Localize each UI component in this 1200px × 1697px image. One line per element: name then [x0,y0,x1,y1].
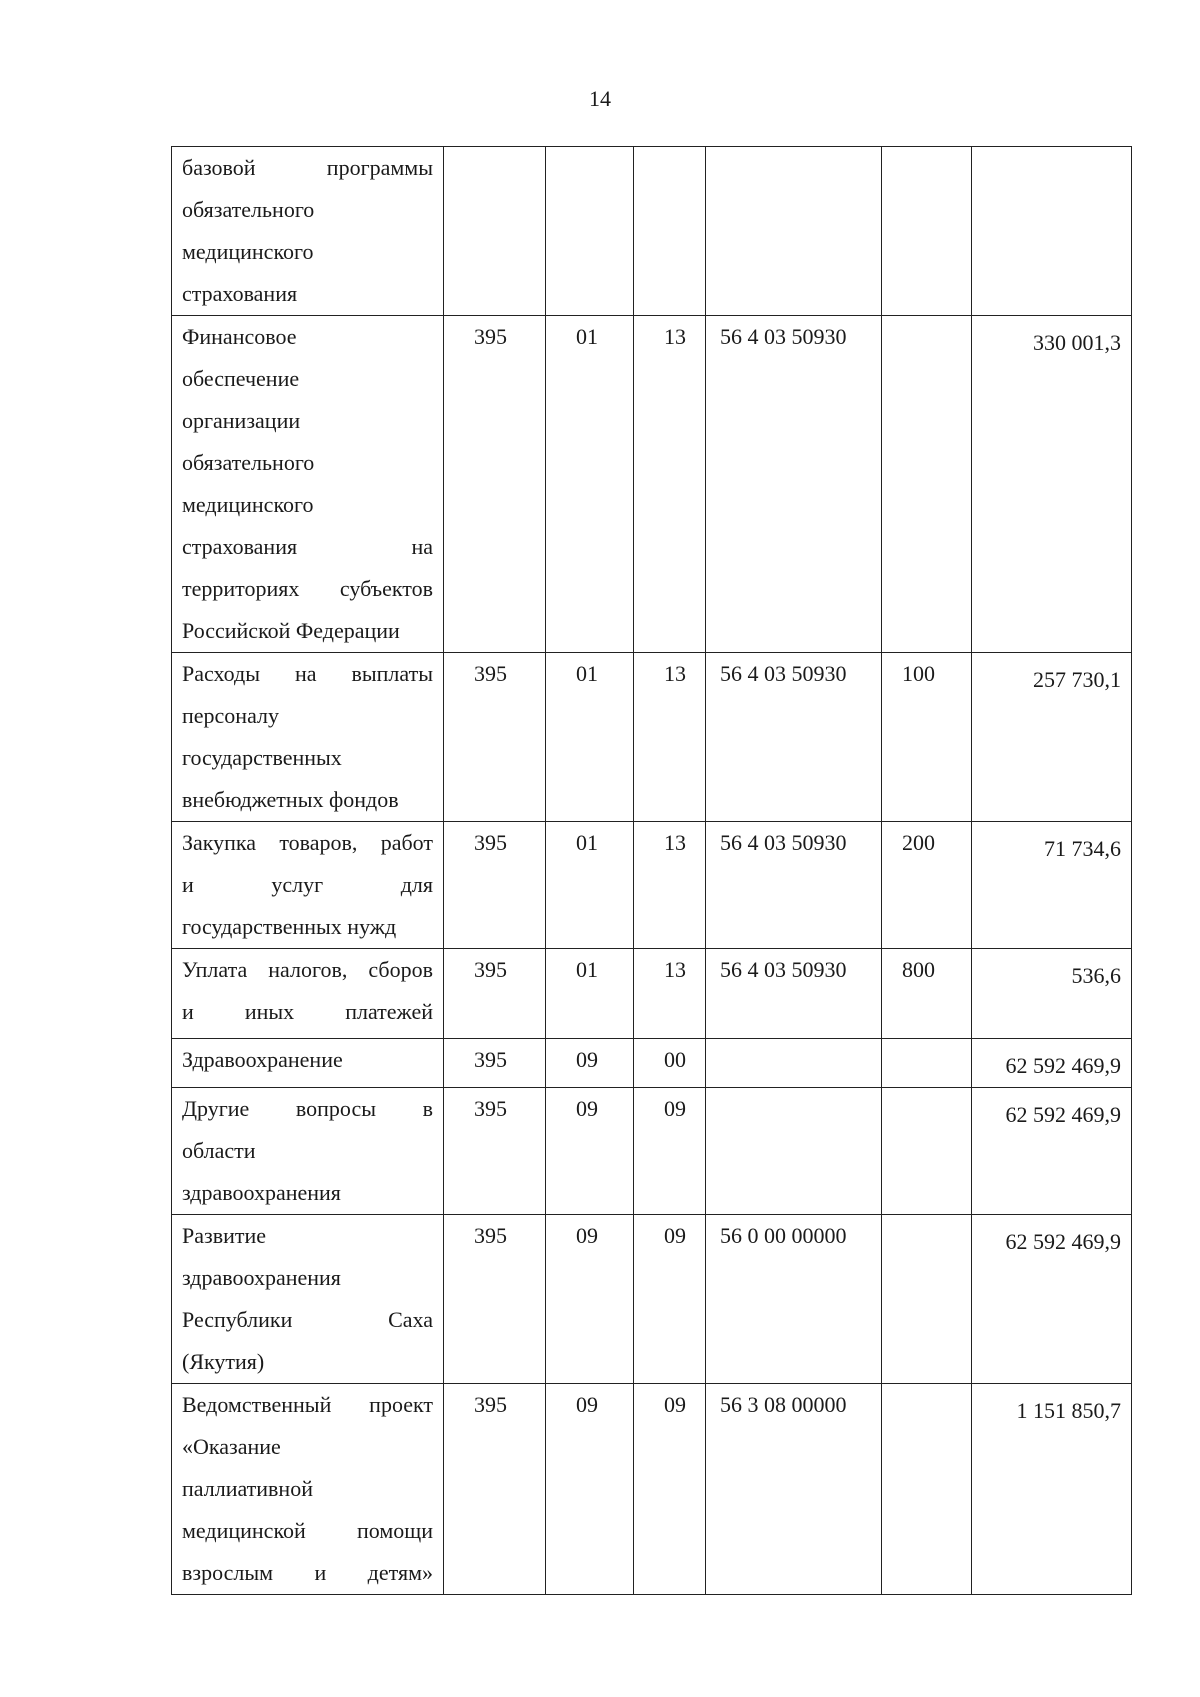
section-code-cell: 01 [546,316,634,653]
row-name-cell [172,1039,444,1088]
row-name-line: Финансовое [182,324,297,349]
row-name-line: территориях субъектов [182,576,433,601]
row-name-line: Другие вопросы в [182,1096,433,1121]
expense-type-cell [882,1384,972,1595]
row-name-line: (Якутия) [182,1349,265,1374]
row-name-cell [172,822,444,949]
row-name-cell [172,1215,444,1384]
table-row [172,1039,1132,1088]
target-article-cell: 56 4 03 50930 [706,316,882,653]
target-article-cell [706,1039,882,1088]
row-name-line: и услуг для [182,872,433,897]
target-article-cell: 56 4 03 50930 [706,653,882,822]
amount-cell: 257 730,1 [972,653,1132,822]
row-name-line: организации [182,408,301,433]
target-article-cell [706,1088,882,1215]
row-name-cell [172,147,444,316]
amount-cell: 536,6 [972,949,1132,1039]
grbs-code-cell: 395 [444,316,546,653]
row-name-cell [172,653,444,822]
row-name-line: страхования [182,281,298,306]
row-name-line: персоналу [182,703,280,728]
table-row [172,822,1132,949]
amount-cell: 330 001,3 [972,316,1132,653]
amount-cell: 62 592 469,9 [972,1088,1132,1215]
section-code-cell [546,147,634,316]
row-name-line: взрослым и детям» [182,1560,433,1585]
section-code-cell: 09 [546,1088,634,1215]
amount-cell: 1 151 850,7 [972,1384,1132,1595]
grbs-code-cell: 395 [444,1215,546,1384]
section-code-cell: 01 [546,653,634,822]
target-article-cell: 56 3 08 00000 [706,1384,882,1595]
row-name-cell [172,1384,444,1595]
subsection-code-cell: 13 [634,949,706,1039]
subsection-code-cell: 09 [634,1215,706,1384]
expense-type-cell: 800 [882,949,972,1039]
expense-type-cell: 100 [882,653,972,822]
table-row [172,1088,1132,1215]
amount-cell: 71 734,6 [972,822,1132,949]
row-name-line: обязательного [182,197,315,222]
budget-table [171,146,1132,1595]
grbs-code-cell: 395 [444,1039,546,1088]
page-number: 14 [589,86,611,111]
target-article-cell: 56 0 00 00000 [706,1215,882,1384]
row-name-line: Здравоохранение [182,1047,343,1072]
expense-type-cell [882,316,972,653]
expense-type-cell: 200 [882,822,972,949]
table-row [172,147,1132,316]
section-code-cell: 01 [546,822,634,949]
table-body [172,147,1132,1595]
subsection-code-cell: 13 [634,822,706,949]
row-name-line: Расходы на выплаты [182,661,433,686]
subsection-code-cell: 13 [634,316,706,653]
expense-type-cell [882,147,972,316]
table-row [172,1215,1132,1384]
row-name-line: Республики Саха [182,1307,433,1332]
row-name-line: области [182,1138,256,1163]
row-name-line: паллиативной [182,1476,313,1501]
grbs-code-cell: 395 [444,949,546,1039]
expense-type-cell [882,1039,972,1088]
table-row [172,653,1132,822]
section-code-cell: 09 [546,1384,634,1595]
row-name-line: страхования на [182,534,433,559]
amount-cell [972,147,1132,316]
grbs-code-cell: 395 [444,1384,546,1595]
row-name-line: здравоохранения [182,1180,341,1205]
target-article-cell [706,147,882,316]
target-article-cell: 56 4 03 50930 [706,822,882,949]
subsection-code-cell: 09 [634,1384,706,1595]
section-code-cell: 09 [546,1215,634,1384]
amount-cell: 62 592 469,9 [972,1215,1132,1384]
row-name-line: государственных нужд [182,914,397,939]
row-name-line: обеспечение [182,366,300,391]
row-name-line: базовой программы [182,155,433,180]
row-name-line: медицинской помощи [182,1518,433,1543]
row-name-line: здравоохранения [182,1265,341,1290]
section-code-cell: 09 [546,1039,634,1088]
row-name-line: Уплата налогов, сборов [182,957,433,982]
row-name-line: «Оказание [182,1434,281,1459]
row-name-line: государственных [182,745,342,770]
subsection-code-cell: 00 [634,1039,706,1088]
table-row [172,316,1132,653]
row-name-line: Развитие [182,1223,267,1248]
row-name-line: и иных платежей [182,999,433,1024]
row-name-cell [172,1088,444,1215]
subsection-code-cell [634,147,706,316]
grbs-code-cell: 395 [444,653,546,822]
amount-cell: 62 592 469,9 [972,1039,1132,1088]
target-article-cell: 56 4 03 50930 [706,949,882,1039]
expense-type-cell [882,1088,972,1215]
table-row [172,949,1132,1039]
subsection-code-cell: 09 [634,1088,706,1215]
row-name-line: обязательного [182,450,315,475]
subsection-code-cell: 13 [634,653,706,822]
row-name-line: внебюджетных фондов [182,787,399,812]
section-code-cell: 01 [546,949,634,1039]
grbs-code-cell: 395 [444,1088,546,1215]
table-row [172,1384,1132,1595]
row-name-line: медицинского [182,492,314,517]
grbs-code-cell: 395 [444,822,546,949]
row-name-line: медицинского [182,239,314,264]
row-name-line: Закупка товаров, работ [182,830,433,855]
grbs-code-cell [444,147,546,316]
row-name-line: Ведомственный проект [182,1392,433,1417]
expense-type-cell [882,1215,972,1384]
row-name-cell [172,949,444,1039]
row-name-line: Российской Федерации [182,618,400,643]
row-name-cell [172,316,444,653]
